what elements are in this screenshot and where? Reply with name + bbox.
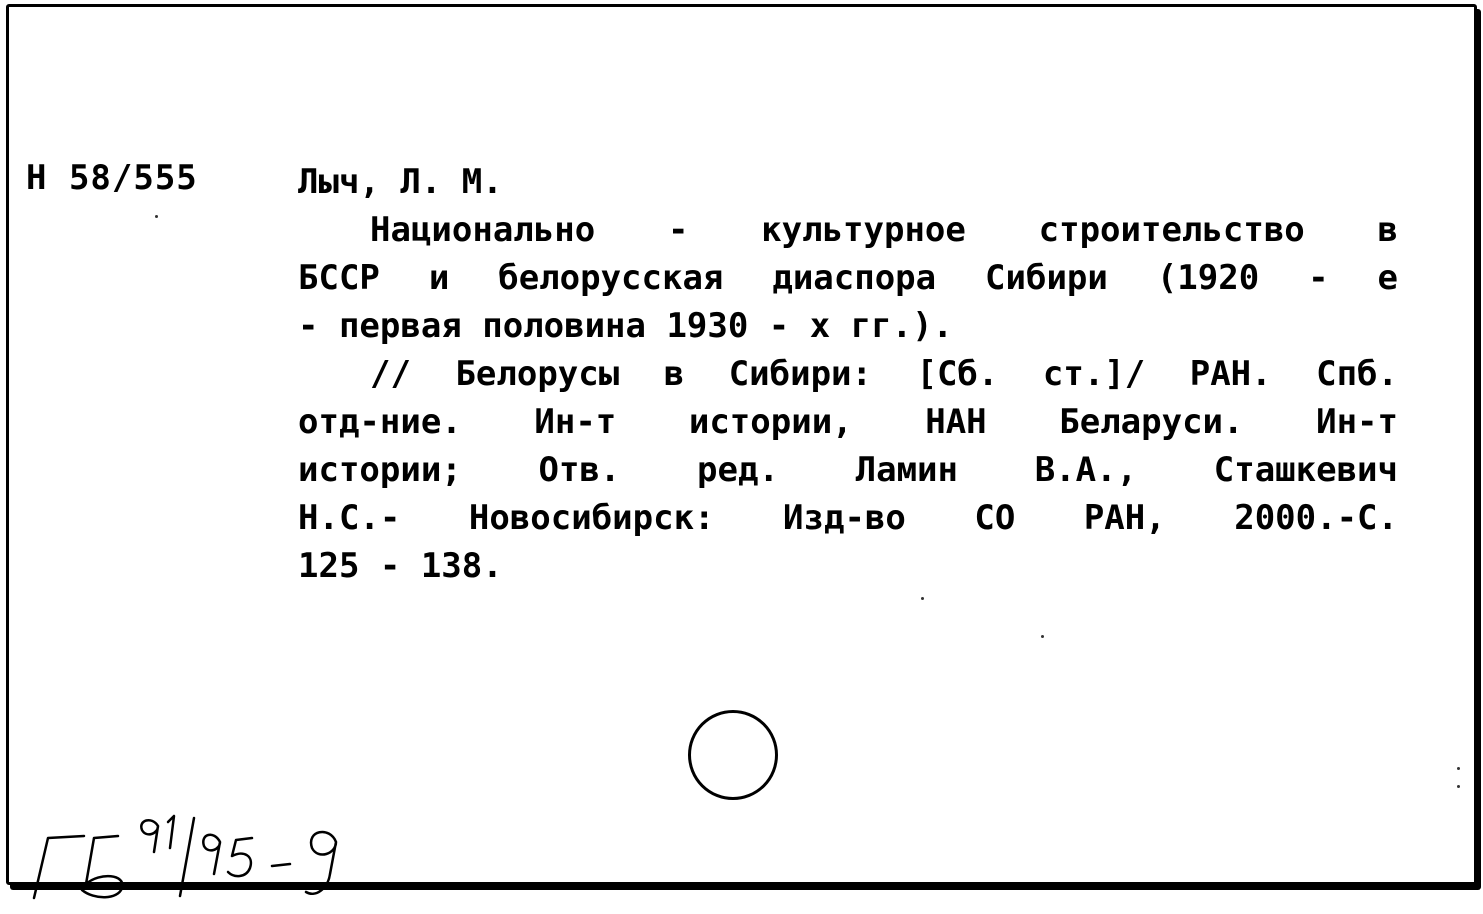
source-line: отд-ние. Ин-т истории, НАН Беларуси. Ин-т xyxy=(298,402,1398,442)
paper-speck xyxy=(1457,767,1460,770)
source-line: // Белорусы в Сибири: [Сб. ст.]/ РАН. Спб. xyxy=(370,354,1398,394)
shelf-mark: Н 58/555 xyxy=(26,158,198,198)
paper-speck xyxy=(921,597,924,600)
source-line: истории; Отв. ред. Ламин В.А., Сташкевич xyxy=(298,450,1398,490)
paper-speck xyxy=(1457,785,1460,788)
title-line: - первая половина 1930 - х гг.). xyxy=(298,306,954,346)
author-line: Лыч, Л. М. xyxy=(298,162,503,202)
source-line: Н.С.- Новосибирск: Изд-во СО РАН, 2000.-С. xyxy=(298,498,1398,538)
bibliographic-entry xyxy=(298,158,1398,590)
paper-speck xyxy=(1041,635,1044,638)
paper-speck xyxy=(155,215,158,218)
title-line: Национально - культурное строительство в xyxy=(370,210,1398,250)
handwritten-inventory-number xyxy=(30,812,370,902)
source-line: 125 - 138. xyxy=(298,546,503,586)
title-line: БССР и белорусская диаспора Сибири (1920 - е xyxy=(298,258,1398,298)
card-hole-circle xyxy=(688,710,778,800)
